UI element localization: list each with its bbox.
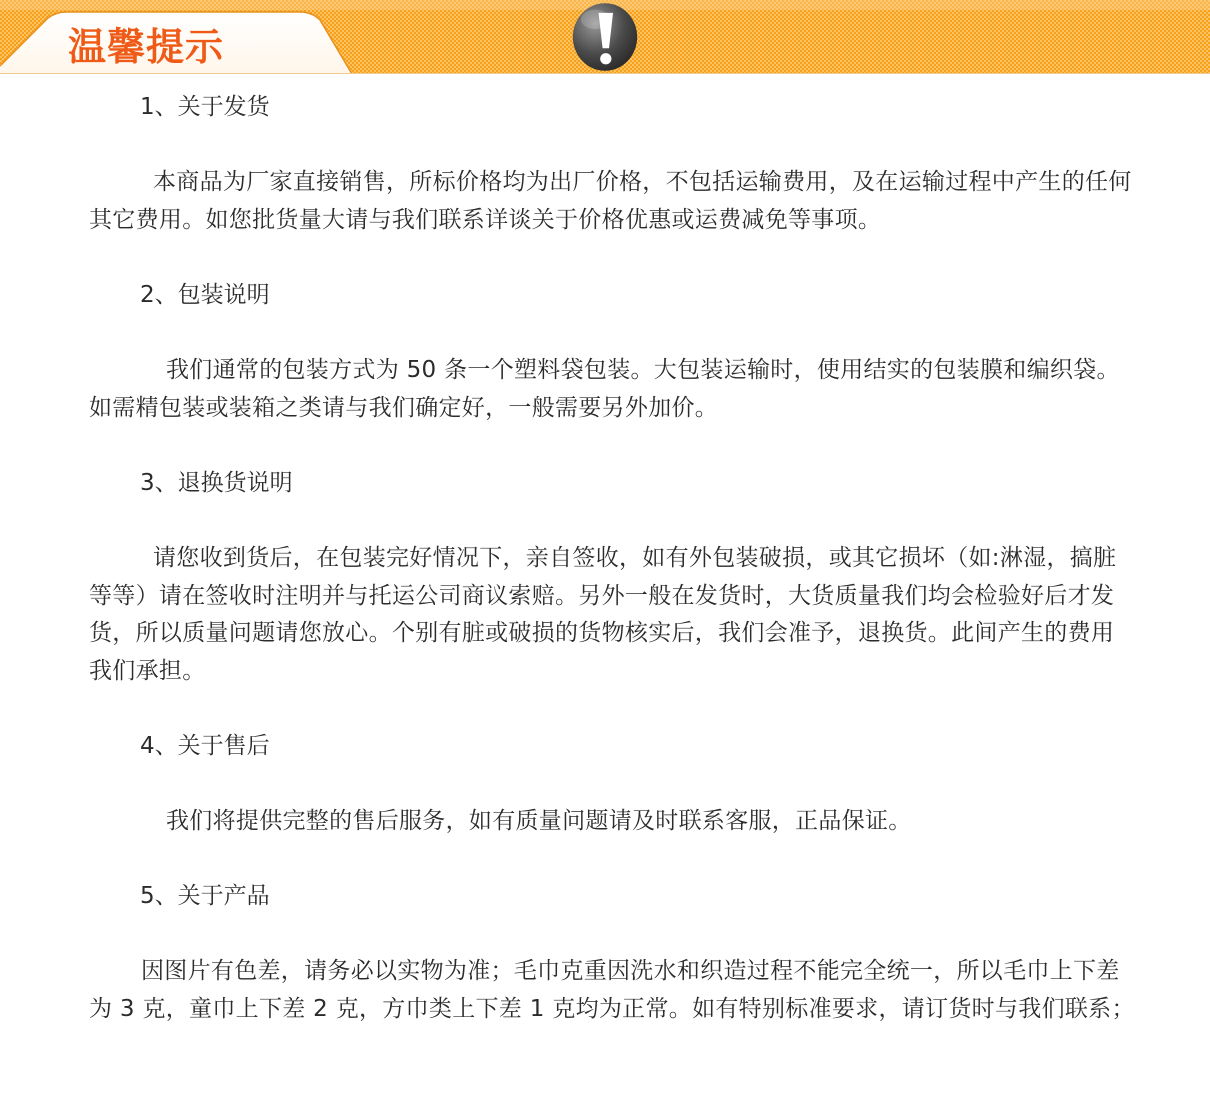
exclamation-icon (0, 0, 1210, 74)
section-heading-returns: 3、退换货说明 (140, 470, 293, 496)
notice-banner (0, 0, 1210, 74)
section-body-returns: 请您收到货后，在包装完好情况下，亲自签收，如有外包装破损，或其它损坏（如:淋湿，搞脏等等）请在签收时注明并与托运公司商议索赔。另外一般在发货时，大货质量我们均会检验好后才发货，所以质量问题请您放心。个别有脏或破损的货物核实后，我们会准予，退换货。此间产生的费用我们承担。 (89, 545, 1117, 684)
section-body-packaging: 我们通常的包装方式为 50 条一个塑料袋包装。大包装运输时，使用结实的包装膜和编织袋。如需精包装或装箱之类请与我们确定好，一般需要另外加价。 (89, 357, 1120, 421)
section-heading-packaging: 2、包装说明 (140, 282, 270, 308)
section-body-shipping: 本商品为厂家直接销售，所标价格均为出厂价格，不包括运输费用，及在运输过程中产生的任何其它费用。如您批货量大请与我们联系详谈关于价格优惠或运费减免等事项。 (89, 169, 1132, 233)
section-body-product: 因图片有色差，请务必以实物为准；毛巾克重因洗水和织造过程不能完全统一，所以毛巾上下差为 3 克，童巾上下差 2 克，方巾类上下差 1 克均为正常。如有特别标准要求，请订货时与我们联系； (89, 958, 1135, 1022)
notice-title: 温馨提示 (68, 25, 225, 69)
section-heading-after-sales: 4、关于售后 (140, 733, 270, 759)
section-heading-product: 5、关于产品 (140, 883, 270, 909)
section-body-after-sales: 我们将提供完整的售后服务，如有质量问题请及时联系客服，正品保证。 (166, 808, 912, 834)
section-heading-shipping: 1、关于发货 (140, 94, 270, 120)
